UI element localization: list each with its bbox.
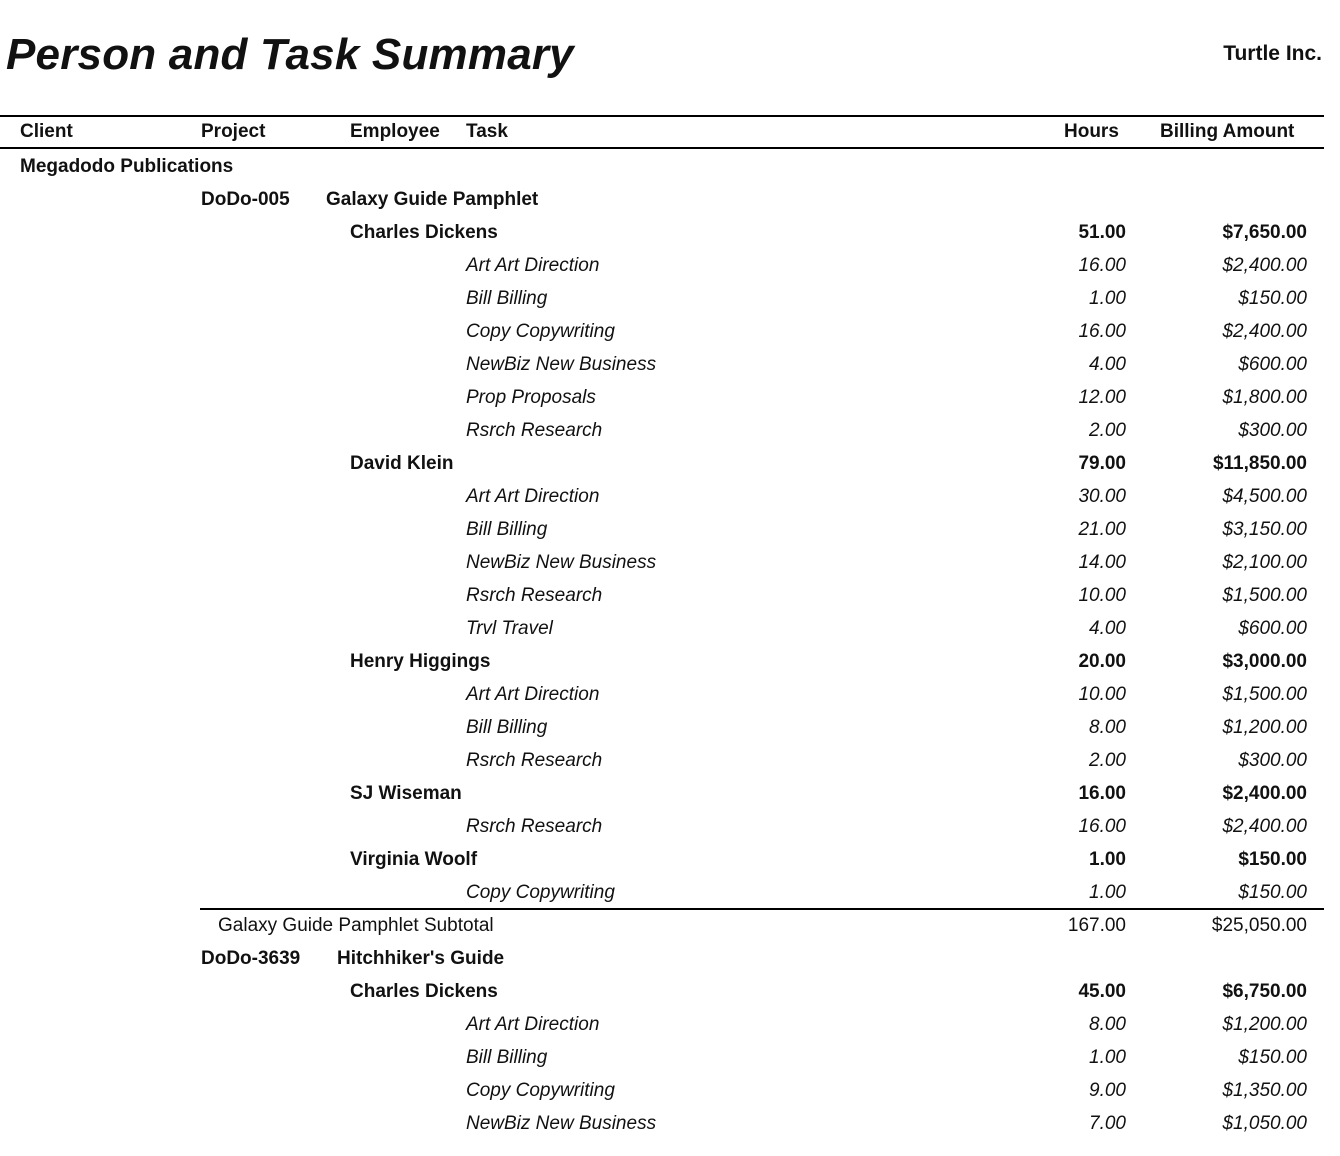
task-hours: 21.00: [1078, 519, 1126, 540]
task-hours: 16.00: [1078, 816, 1126, 837]
task-billing-amount: $150.00: [1238, 882, 1307, 903]
task-row: [0, 1074, 1340, 1106]
subtotal-hours: 167.00: [1067, 915, 1126, 936]
task-row: [0, 579, 1340, 611]
employee-name: Charles Dickens: [350, 981, 498, 1002]
task-row: [0, 1041, 1340, 1073]
task-row: [0, 315, 1340, 347]
task-name: Copy Copywriting: [466, 321, 615, 342]
client-name: Megadodo Publications: [20, 156, 234, 177]
task-row: [0, 678, 1340, 710]
task-name: Art Art Direction: [466, 684, 600, 705]
task-billing-amount: $1,800.00: [1222, 387, 1307, 408]
task-billing-amount: $1,350.00: [1222, 1080, 1307, 1101]
project-row: [0, 183, 1340, 215]
task-row: [0, 480, 1340, 512]
employee-name: Henry Higgings: [350, 651, 491, 672]
task-row: [0, 1008, 1340, 1040]
task-name: Art Art Direction: [466, 255, 600, 276]
employee-hours: 79.00: [1078, 453, 1126, 474]
task-hours: 2.00: [1089, 750, 1126, 771]
task-name: Rsrch Research: [466, 750, 603, 771]
employee-hours: 51.00: [1078, 222, 1126, 243]
task-hours: 1.00: [1089, 882, 1126, 903]
task-row: [0, 711, 1340, 743]
employee-name: Virginia Woolf: [350, 849, 478, 870]
task-billing-amount: $2,100.00: [1222, 552, 1307, 573]
task-name: Art Art Direction: [466, 1014, 600, 1035]
company-name: Turtle Inc.: [1223, 42, 1322, 65]
task-hours: 16.00: [1078, 321, 1126, 342]
task-name: Rsrch Research: [466, 585, 603, 606]
task-name: Copy Copywriting: [466, 1080, 615, 1101]
employee-row: [0, 645, 1340, 677]
column-header-billing-amount: Billing Amount: [1160, 121, 1295, 142]
task-billing-amount: $150.00: [1238, 1047, 1307, 1068]
employee-name: SJ Wiseman: [350, 783, 462, 804]
task-billing-amount: $1,500.00: [1222, 585, 1307, 606]
task-hours: 1.00: [1089, 288, 1126, 309]
task-billing-amount: $1,200.00: [1222, 1014, 1307, 1035]
task-hours: 9.00: [1089, 1080, 1126, 1101]
employee-row: [0, 777, 1340, 809]
task-row: [0, 744, 1340, 776]
header-bottom-rule: [0, 147, 1324, 149]
task-row: [0, 810, 1340, 842]
employee-row: [0, 216, 1340, 248]
task-hours: 12.00: [1078, 387, 1126, 408]
task-name: Copy Copywriting: [466, 882, 615, 903]
task-hours: 10.00: [1078, 684, 1126, 705]
task-billing-amount: $150.00: [1238, 288, 1307, 309]
task-name: Trvl Travel: [466, 618, 553, 639]
task-hours: 10.00: [1078, 585, 1126, 606]
task-name: Bill Billing: [466, 717, 548, 738]
task-billing-amount: $2,400.00: [1222, 321, 1307, 342]
client-row: [0, 150, 1340, 182]
task-name: NewBiz New Business: [466, 1113, 657, 1134]
task-row: [0, 876, 1340, 908]
task-hours: 16.00: [1078, 255, 1126, 276]
column-header-hours: Hours: [1064, 121, 1119, 142]
project-name: Galaxy Guide Pamphlet: [326, 189, 539, 210]
task-billing-amount: $4,500.00: [1222, 486, 1307, 507]
task-billing-amount: $600.00: [1238, 618, 1307, 639]
subtotal-label: Galaxy Guide Pamphlet Subtotal: [218, 915, 494, 936]
column-header-project: Project: [201, 121, 266, 142]
task-row: [0, 612, 1340, 644]
task-name: Prop Proposals: [466, 387, 596, 408]
task-row: [0, 414, 1340, 446]
project-code: DoDo-3639: [201, 948, 301, 969]
employee-billing-amount: $6,750.00: [1222, 981, 1307, 1002]
task-hours: 7.00: [1089, 1113, 1126, 1134]
employee-billing-amount: $11,850.00: [1212, 453, 1307, 474]
task-billing-amount: $3,150.00: [1222, 519, 1307, 540]
project-name: Hitchhiker's Guide: [337, 948, 505, 969]
employee-hours: 1.00: [1089, 849, 1126, 870]
employee-name: David Klein: [350, 453, 454, 474]
task-row: [0, 381, 1340, 413]
task-hours: 4.00: [1089, 618, 1126, 639]
column-header-employee: Employee: [350, 121, 440, 142]
task-hours: 8.00: [1089, 1014, 1126, 1035]
task-name: NewBiz New Business: [466, 354, 657, 375]
task-hours: 4.00: [1089, 354, 1126, 375]
task-billing-amount: $1,200.00: [1222, 717, 1307, 738]
task-name: NewBiz New Business: [466, 552, 657, 573]
employee-row: [0, 447, 1340, 479]
employee-hours: 20.00: [1078, 651, 1126, 672]
column-header-task: Task: [466, 121, 508, 142]
employee-hours: 16.00: [1078, 783, 1126, 804]
column-header-client: Client: [20, 121, 73, 142]
report-title: Person and Task Summary: [6, 30, 574, 79]
header-top-rule: [0, 115, 1324, 117]
task-hours: 1.00: [1089, 1047, 1126, 1068]
task-name: Rsrch Research: [466, 420, 603, 441]
task-hours: 8.00: [1089, 717, 1126, 738]
employee-billing-amount: $3,000.00: [1222, 651, 1307, 672]
task-hours: 30.00: [1078, 486, 1126, 507]
employee-billing-amount: $150.00: [1238, 849, 1307, 870]
employee-name: Charles Dickens: [350, 222, 498, 243]
task-name: Bill Billing: [466, 288, 548, 309]
project-row: [0, 942, 1340, 974]
employee-billing-amount: $7,650.00: [1222, 222, 1307, 243]
task-row: [0, 282, 1340, 314]
task-row: [0, 1107, 1340, 1139]
task-billing-amount: $2,400.00: [1222, 816, 1307, 837]
employee-row: [0, 975, 1340, 1007]
task-billing-amount: $1,500.00: [1222, 684, 1307, 705]
task-billing-amount: $2,400.00: [1222, 255, 1307, 276]
task-name: Bill Billing: [466, 1047, 548, 1068]
project-subtotal-row: [0, 909, 1340, 941]
task-row: [0, 513, 1340, 545]
task-name: Rsrch Research: [466, 816, 603, 837]
task-row: [0, 348, 1340, 380]
employee-billing-amount: $2,400.00: [1222, 783, 1307, 804]
task-billing-amount: $600.00: [1238, 354, 1307, 375]
task-hours: 14.00: [1078, 552, 1126, 573]
task-row: [0, 546, 1340, 578]
task-name: Art Art Direction: [466, 486, 600, 507]
subtotal-billing-amount: $25,050.00: [1211, 915, 1307, 936]
employee-row: [0, 843, 1340, 875]
project-code: DoDo-005: [201, 189, 290, 210]
task-billing-amount: $300.00: [1238, 750, 1307, 771]
task-row: [0, 249, 1340, 281]
task-billing-amount: $1,050.00: [1222, 1113, 1307, 1134]
employee-hours: 45.00: [1078, 981, 1126, 1002]
task-billing-amount: $300.00: [1238, 420, 1307, 441]
task-name: Bill Billing: [466, 519, 548, 540]
task-hours: 2.00: [1089, 420, 1126, 441]
